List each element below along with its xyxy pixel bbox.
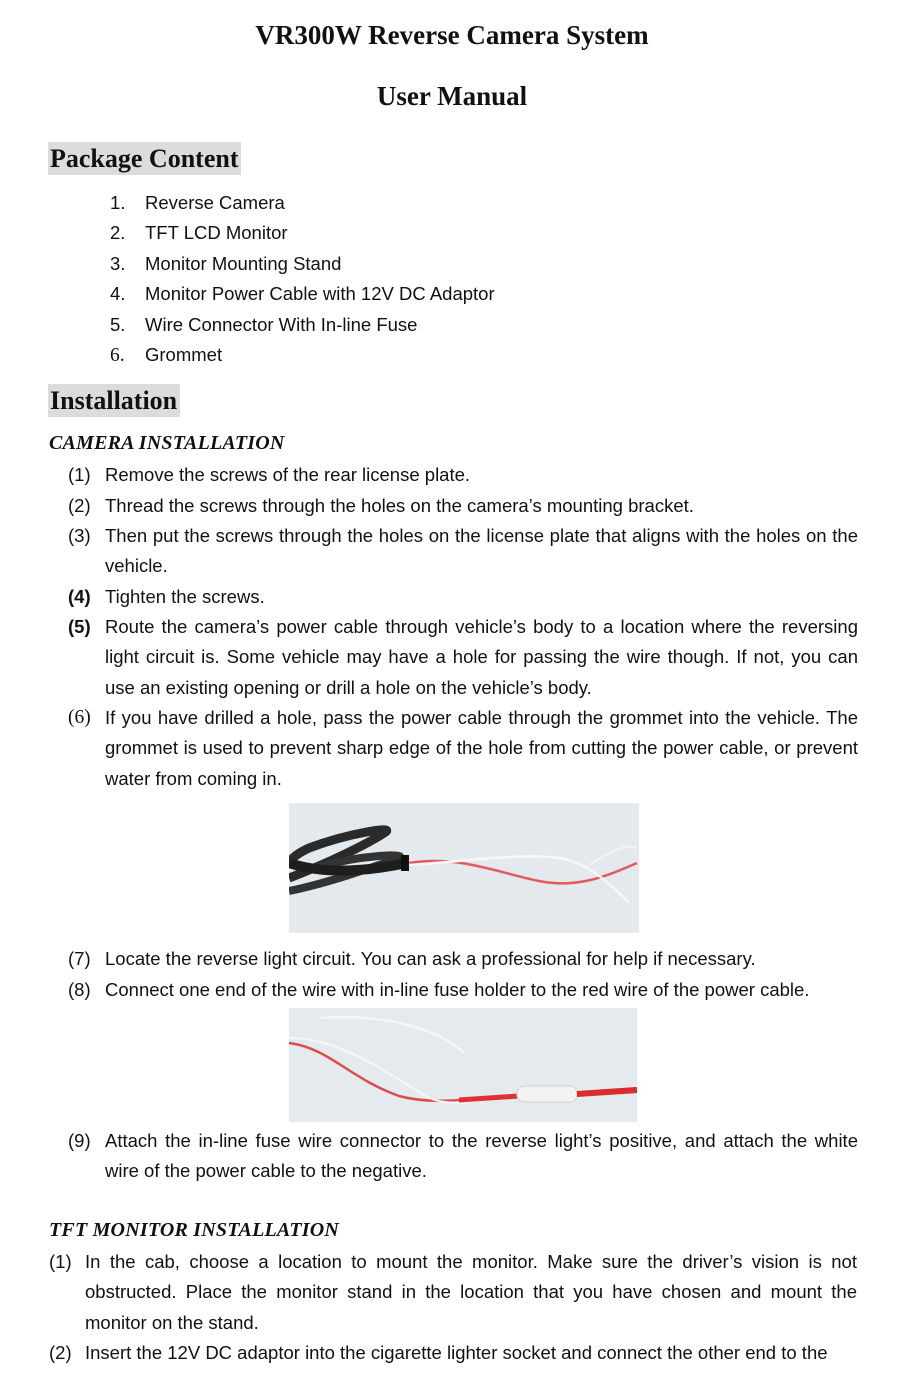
list-item: 4. Monitor Power Cable with 12V DC Adaptor: [110, 283, 495, 304]
instruction-step: (4) Tighten the screws.: [68, 586, 265, 607]
instruction-step: (9) Attach the in-line fuse wire connector to the reverse light’s positive, and attach the white wire of the power cable to the negative.: [68, 1130, 858, 1182]
list-item: 2. TFT LCD Monitor: [110, 222, 288, 243]
section-heading-package-content: Package Content: [48, 142, 241, 175]
document-subtitle: User Manual: [376, 81, 528, 111]
instruction-step: (3) Then put the screws through the holes on the license plate that aligns with the holes on the vehicle.: [68, 525, 858, 577]
instruction-step: (1) Remove the screws of the rear license plate.: [68, 464, 471, 485]
instruction-step: (8) Connect one end of the wire with in-line fuse holder to the red wire of the power cable.: [68, 979, 810, 1000]
power-cable-photo: [289, 803, 639, 933]
instruction-step: (1) In the cab, choose a location to mount the monitor. Make sure the driver’s vision is not obstructed. Place the monitor stand in the location that you have chosen and mount the monitor on the stand.: [49, 1251, 857, 1333]
instruction-step: (6) If you have drilled a hole, pass the power cable through the grommet into the vehicle. The grommet is used to prevent sharp edge of the hole from cutting the power cable, or prevent water from coming in.: [68, 707, 858, 789]
document-title: VR300W Reverse Camera System: [255, 20, 649, 50]
section-heading-installation: Installation: [48, 384, 180, 417]
subsection-heading-tft-monitor-installation: TFT MONITOR INSTALLATION: [49, 1219, 340, 1241]
inline-fuse-image: [289, 1008, 637, 1122]
instruction-step: (2) Thread the screws through the holes on the camera’s mounting bracket.: [68, 495, 694, 516]
list-item: 5. Wire Connector With In-line Fuse: [110, 314, 418, 335]
instruction-step: (5) Route the camera’s power cable through vehicle’s body to a location where the reversing light circuit is. Some vehicle may have a hole for passing the wire though. If not, you can use an existing opening or drill a hole on the vehicle’s body.: [68, 616, 858, 698]
instruction-step: (2) Insert the 12V DC adaptor into the cigarette lighter socket and connect the other end to the: [49, 1342, 828, 1363]
instruction-step: (7) Locate the reverse light circuit. You can ask a professional for help if necessary.: [68, 948, 756, 969]
list-item: 1. Reverse Camera: [110, 192, 285, 213]
inline-fuse-photo: [289, 1008, 637, 1122]
power-cable-image: [289, 803, 639, 933]
subsection-heading-camera-installation: CAMERA INSTALLATION: [49, 432, 285, 454]
list-item: 3. Monitor Mounting Stand: [110, 253, 342, 274]
list-item: 6. Grommet: [110, 344, 223, 366]
